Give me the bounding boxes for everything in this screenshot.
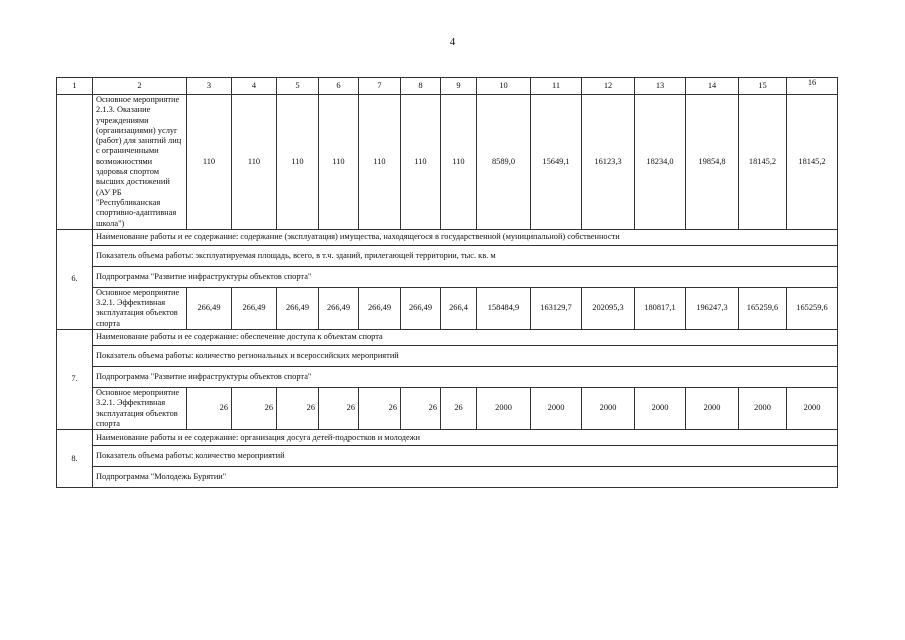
work-name: Наименование работы и ее содержание: содержание (эксплуатация) имущества, находящегося в государственной (муниципальной) собственности: [93, 229, 838, 245]
table-cell: 165259,6: [787, 287, 838, 329]
table-row: [57, 346, 838, 367]
column-header: 16: [787, 78, 838, 95]
subprogram: Подпрограмма "Развитие инфраструктуры объектов спорта": [93, 266, 838, 287]
column-header: 12: [582, 78, 635, 95]
column-header: 14: [686, 78, 739, 95]
table-cell: 26: [359, 388, 401, 430]
table-cell: 2000: [531, 388, 582, 430]
column-header: 8: [401, 78, 441, 95]
table-cell: 110: [232, 95, 277, 230]
column-header: 2: [93, 78, 187, 95]
table-cell: 165259,6: [739, 287, 787, 329]
table-row: [57, 330, 838, 346]
column-header: 6: [319, 78, 359, 95]
table-cell: 266,49: [277, 287, 319, 329]
table-cell: 158484,9: [477, 287, 531, 329]
column-header: 11: [531, 78, 582, 95]
activity-description: Основное мероприятие 3.2.1. Эффективная эксплуатация объектов спорта: [93, 388, 187, 430]
work-indicator: Показатель объема работы: количество мероприятий: [93, 446, 838, 467]
table-row: [57, 388, 838, 430]
program-table: [56, 77, 838, 488]
subprogram: Подпрограмма "Развитие инфраструктуры объектов спорта": [93, 367, 838, 388]
column-header: 13: [635, 78, 686, 95]
table-cell: 110: [441, 95, 477, 230]
activity-description: Основное мероприятие 3.2.1. Эффективная эксплуатация объектов спорта: [93, 287, 187, 329]
table-cell: 26: [441, 388, 477, 430]
work-name: Наименование работы и ее содержание: обеспечение доступа к объектам спорта: [93, 330, 838, 346]
table-cell: 163129,7: [531, 287, 582, 329]
table-row: [57, 95, 838, 230]
column-header: 15: [739, 78, 787, 95]
page-number: 4: [449, 36, 456, 48]
table-cell: 26: [187, 388, 232, 430]
table-cell: 18145,2: [787, 95, 838, 230]
table-row: [57, 367, 838, 388]
section-number: 8.: [57, 430, 93, 488]
table-cell: 26: [401, 388, 441, 430]
table-cell: 16123,3: [582, 95, 635, 230]
table-row: [57, 430, 838, 446]
table-cell: 18145,2: [739, 95, 787, 230]
work-indicator: Показатель объема работы: эксплуатируемая площадь, всего, в т.ч. зданий, прилегающей территории, тыс. кв. м: [93, 245, 838, 266]
column-header: 9: [441, 78, 477, 95]
subprogram: Подпрограмма "Молодежь Бурятии": [93, 467, 838, 488]
column-header: 3: [187, 78, 232, 95]
activity-description: Основное мероприятие 2.1.3. Оказание учреждениями (организациями) услуг (работ) для занятий лиц с ограниченными возможностями здоровья спортом высших достижений (АУ РБ "Республиканская спортивно-адаптивная школа"): [93, 95, 187, 230]
column-header: 5: [277, 78, 319, 95]
table-cell: 26: [232, 388, 277, 430]
table-cell: 2000: [582, 388, 635, 430]
table-row: [57, 287, 838, 329]
table-row: [57, 446, 838, 467]
table-cell: 110: [359, 95, 401, 230]
table-cell: 266,4: [441, 287, 477, 329]
column-header: 10: [477, 78, 531, 95]
table-cell: 2000: [477, 388, 531, 430]
table-cell: 110: [401, 95, 441, 230]
table-cell: 202095,3: [582, 287, 635, 329]
section-number: 6.: [57, 229, 93, 329]
table-cell: 266,49: [187, 287, 232, 329]
table-cell: 26: [319, 388, 359, 430]
table-row: [57, 266, 838, 287]
table-cell: 2000: [686, 388, 739, 430]
table-row: [57, 467, 838, 488]
table-cell: 18234,0: [635, 95, 686, 230]
column-header: 7: [359, 78, 401, 95]
header-row: [57, 78, 838, 95]
table-cell: 196247,3: [686, 287, 739, 329]
table-cell: 110: [187, 95, 232, 230]
table-row: [57, 245, 838, 266]
table-cell: 266,49: [232, 287, 277, 329]
table-row: [57, 229, 838, 245]
table-cell: 266,49: [359, 287, 401, 329]
table-cell: 19854,8: [686, 95, 739, 230]
table-cell: 15649,1: [531, 95, 582, 230]
work-indicator: Показатель объема работы: количество региональных и всероссийских мероприятий: [93, 346, 838, 367]
section-number: 7.: [57, 330, 93, 430]
table-cell: 2000: [635, 388, 686, 430]
column-header: 1: [57, 78, 93, 95]
table-cell: 8589,0: [477, 95, 531, 230]
table-cell: 110: [277, 95, 319, 230]
table-cell: 2000: [739, 388, 787, 430]
table-cell: 266,49: [401, 287, 441, 329]
table-cell: 26: [277, 388, 319, 430]
table-cell: 180817,1: [635, 287, 686, 329]
work-name: Наименование работы и ее содержание: организация досуга детей-подростков и молодежи: [93, 430, 838, 446]
table-cell: 2000: [787, 388, 838, 430]
table-cell: 110: [319, 95, 359, 230]
column-header: 4: [232, 78, 277, 95]
table-cell: 266,49: [319, 287, 359, 329]
